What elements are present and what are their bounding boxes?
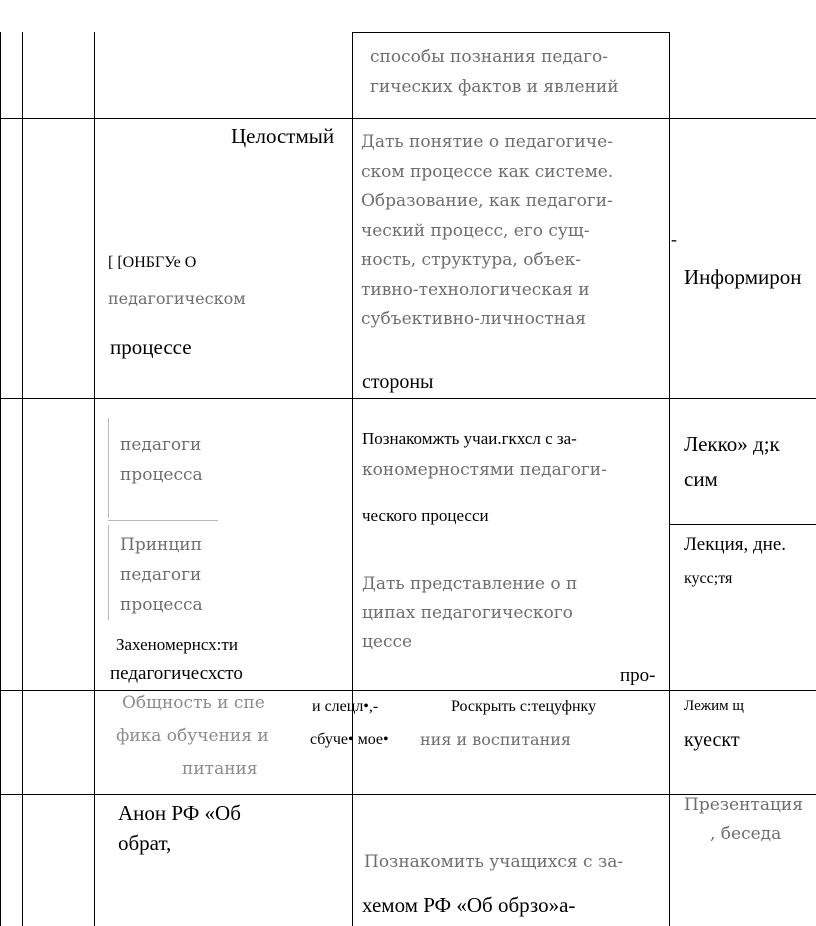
row2-content-line: ческий процесс, его сущ-	[361, 220, 590, 241]
row2-content-line: Дать понятие о педагогиче-	[361, 132, 613, 152]
row2-content-line: Образование, как педагоги-	[361, 191, 613, 211]
row3-content-line: Познакомжть учаи.гкхсл с за-	[362, 429, 577, 448]
row5-topic	[118, 798, 241, 858]
row2-content-tail: стороны	[362, 371, 434, 393]
row2-content-line: ском процессе как системе.	[361, 161, 614, 182]
row2-topic-title: Целостмый	[231, 124, 335, 148]
grid-line	[22, 32, 23, 926]
row5-content: хемом РФ «Об обрзо»а-	[362, 893, 576, 917]
row4-method: Лежим щ	[684, 698, 744, 714]
row4-topic-gray: питания	[182, 759, 258, 779]
row3-content-line: цессе	[362, 632, 413, 652]
row4-content: ния и воспитания	[420, 730, 571, 749]
grid-line	[669, 524, 816, 525]
row2-content-line: субъективно-личностная	[361, 309, 586, 329]
row3-topic-mid	[120, 530, 203, 620]
grid-line	[0, 118, 816, 119]
row4-content: Роскрыть с:тецуфнку	[451, 698, 597, 715]
row3-topic-line: Принцип	[120, 535, 202, 555]
row5-topic-line: обрат,	[118, 831, 172, 855]
row4-topic: и слецл•,-	[312, 698, 379, 715]
row2-method: Информирон	[684, 265, 802, 289]
row2-topic-line: [ [ОНБГУе О	[108, 254, 197, 271]
row2-content	[361, 128, 613, 335]
row3-topic-line: процесса	[120, 595, 203, 615]
row2-topic-line: процессе	[110, 335, 192, 359]
row4-method: куескт	[684, 729, 740, 751]
row4-topic-gray: фика обучения и	[116, 726, 269, 746]
row3-method: сим	[684, 467, 718, 491]
row1-content	[370, 42, 619, 102]
row4-topic: сбуче• мое•	[310, 731, 389, 748]
row5-method: , беседа	[710, 824, 782, 844]
grid-line	[0, 32, 1, 926]
row2-dash: -	[671, 229, 677, 249]
grid-line	[352, 32, 353, 926]
row3-topic-line: педагоги	[120, 565, 202, 585]
row1-content-line: гических фактов и явлений	[370, 77, 619, 97]
row3-content-line: ческого процесси	[362, 506, 489, 525]
row2-content-line: тивно-технологическая и	[361, 279, 590, 300]
row3-method: Лекция, дне.	[684, 534, 787, 555]
row2-topic-line: педагогическом	[108, 289, 246, 308]
row3-content-tail: про-	[620, 665, 656, 686]
row5-content: Познакомить учащихся с за-	[364, 852, 624, 872]
row1-content-line: способы познания педаго-	[370, 47, 608, 67]
row3-topic-tail: педагогичесхсто	[110, 663, 243, 684]
scan-edge	[108, 418, 109, 518]
row3-method: Лекко» д;к	[684, 432, 780, 456]
row3-content-gray	[362, 570, 577, 657]
row5-method: Презентация	[684, 795, 803, 815]
row4-topic-gray: Общность и спе	[122, 693, 265, 713]
row3-topic-line: педагоги	[120, 435, 202, 455]
row3-content-line: кономерностями педагоги-	[362, 460, 607, 480]
row5-topic-line: Анон РФ «Об	[118, 801, 241, 825]
grid-line	[0, 398, 816, 399]
row3-topic-top	[120, 430, 203, 490]
grid-line	[669, 32, 670, 926]
row3-topic-tail: Захеномернсх:ти	[116, 635, 238, 654]
grid-line	[94, 32, 95, 926]
row3-content-line: ципах педагогического	[362, 603, 573, 623]
row3-method: кусс;тя	[684, 570, 733, 587]
row3-content-line: Дать представление о п	[362, 574, 578, 594]
grid-line	[0, 690, 816, 691]
scan-edge	[108, 520, 218, 521]
row2-content-line: ность, структура, объек-	[361, 250, 581, 270]
row3-topic-line: процесса	[120, 465, 203, 485]
grid-line	[352, 32, 669, 33]
scan-edge	[108, 525, 109, 620]
